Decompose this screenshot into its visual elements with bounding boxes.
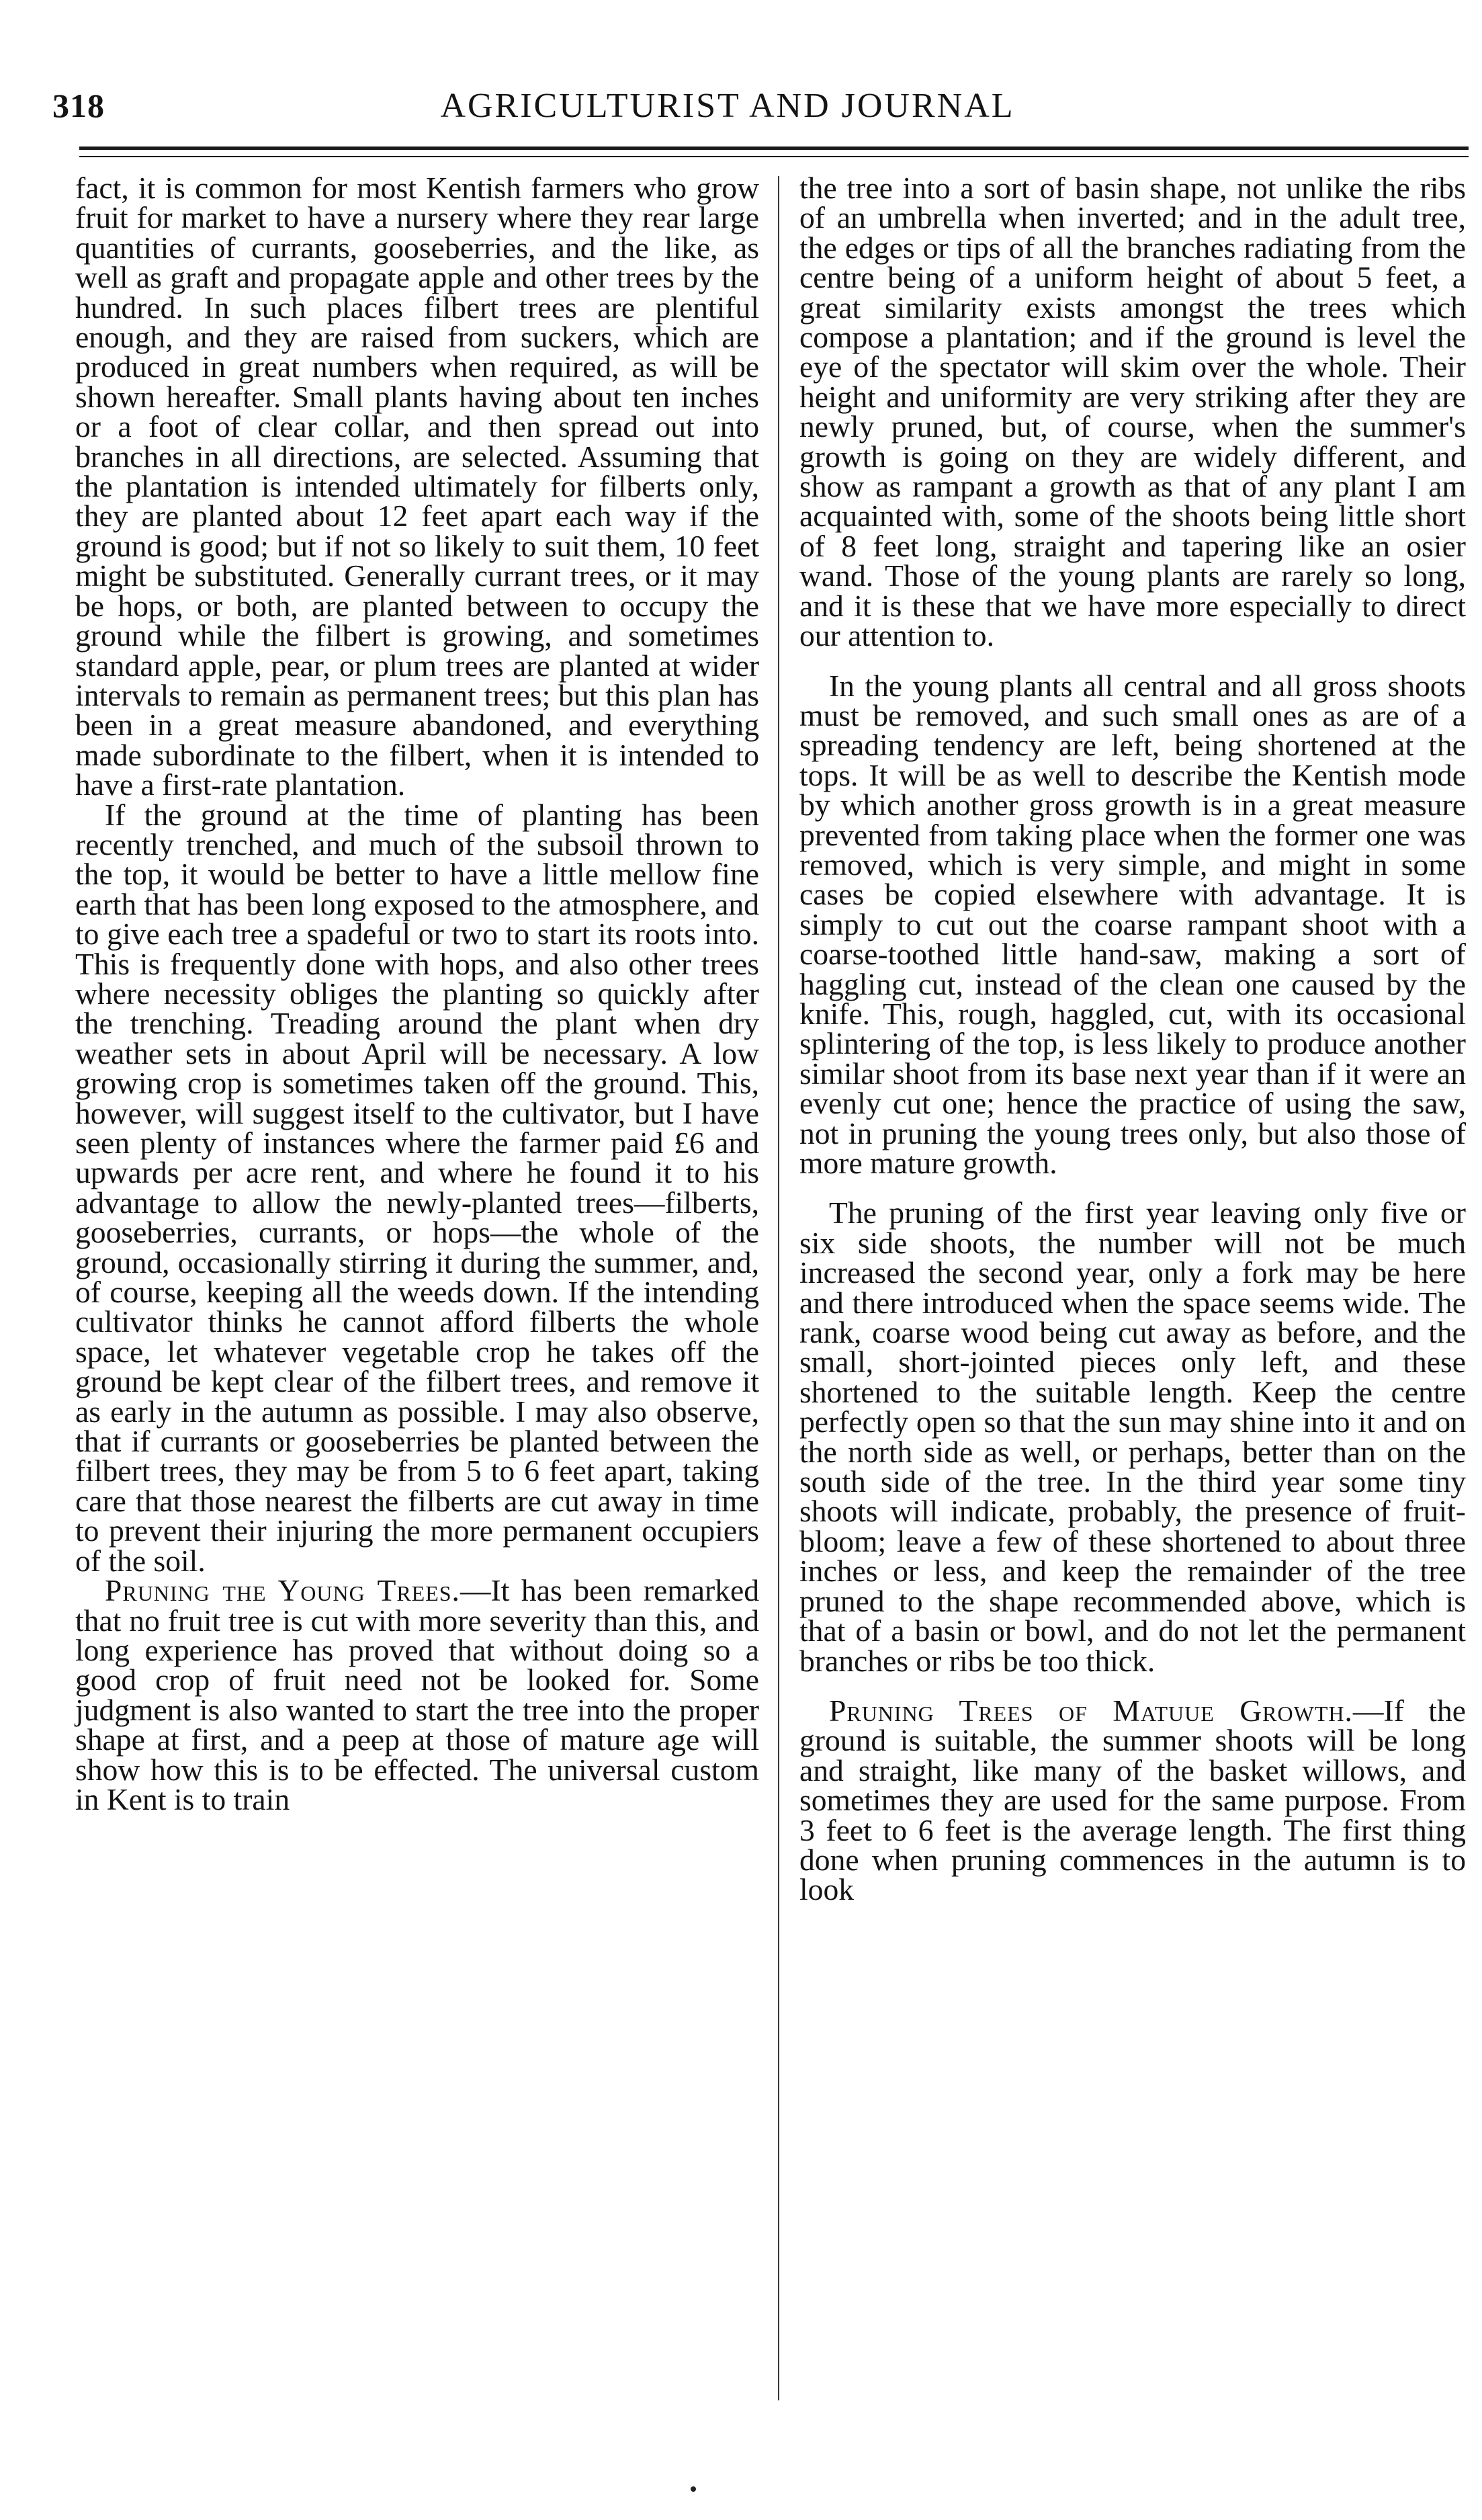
header-rule-thick [79,146,1469,150]
right-paragraph-4-text: —If the ground is suitable, the summer shoots will be long and straight, like many of the basket willows, and sometimes they are used for the same purpose. From 3 feet to 6 feet is the average length. The first thing done when pruning commences in the autumn is to look [799,1693,1466,1907]
right-column [799,173,1466,1905]
left-paragraph-2: If the ground at the time of planting has been recently trenched, and much of the subsoil thrown to the top, it would be better to have a little mellow fine earth that has been long exposed to the atmosphere, and to give each tree a spadeful or two to start its roots into. This is frequently done with hops, and also other trees where necessity obliges the planting so quickly after the trenching. Treading around the plant when dry weather sets in about April will be necessary. A low growing crop is sometimes taken off the ground. This, however, will suggest itself to the cultivator, but I have seen plenty of instances where the farmer paid £6 and upwards per acre rent, and where he found it to his advantage to allow the newly-planted trees—filberts, gooseberries, currants, or hops—the whole of the ground, occasionally stirring it during the summer, and, of course, keeping all the weeds down. If the intending cultivator thinks he cannot afford filberts the whole space, let whatever vegetable crop he takes off the ground be kept clear of the filbert trees, and remove it as early in the autumn as possible. I may also observe, that if currants or gooseberries be planted between the filbert trees, they may be from 5 to 6 feet apart, taking care that those nearest the filberts are cut away in time to prevent their injuring the more permanent occupiers of the soil. [75,797,759,1578]
left-paragraph-1: fact, it is common for most Kentish farmers who grow fruit for market to have a nursery where they rear large quantities of currants, gooseberries, and the like, as well as graft and propagate apple and other trees by the hundred. In such places filbert trees are plentiful enough, and they are raised from suckers, which are produced in great numbers when required, as will be shown hereafter. Small plants having about ten inches or a foot of clear collar, and then spread out into branches in all directions, are selected. Assuming that the plantation is intended ultimately for filberts only, they are planted about 12 feet apart each way if the ground is good; but if not so likely to suit them, 10 feet might be substituted. Generally currant trees, or it may be hops, or both, are planted between to occupy the ground while the filbert is growing, and sometimes standard apple, pear, or plum trees are planted at wider intervals to remain as permanent trees; but this plan has been in a great measure abandoned, and everything made subordinate to the filbert, when it is intended to have a first-rate plantation. [75,171,759,802]
right-paragraph-4 [799,1693,1466,1907]
left-paragraph-3-text: —It has been remarked that no fruit tree is cut with more severity than this, and long experience has proved that without doing so a good crop of fruit need not be looked for. Some judgment is also wanted to start the tree into the proper shape at first, and a peep at those of mature age will show how this is to be effected. The universal custom in Kent is to train [75,1573,759,1816]
page-header [52,86,1403,140]
section-heading-pruning-mature-trees: Pruning Trees of Matuue Growth. [829,1693,1353,1728]
footer-dot [691,2486,696,2492]
header-rule-thin [79,156,1469,157]
column-divider [778,176,779,2400]
right-paragraph-1: the tree into a sort of basin shape, not unlike the ribs of an umbrella when inverted; and in the adult tree, the edges or tips of all the branches radiating from the centre being of a uniform height of about 5 feet, a great similarity exists amongst the trees which compose a plantation; and if the ground is level the eye of the spectator will skim over the whole. Their height and uniformity are very striking after they are newly pruned, but, of course, when the summer's growth is going on they are widely different, and show as rampant a growth as that of any plant I am acquainted with, some of the shoots being little short of 8 feet long, straight and tapering like an osier wand. Those of the young plants are rarely so long, and it is these that we have more especially to direct our attention to. [799,171,1466,653]
page-number: 318 [52,87,105,124]
right-paragraph-3: The pruning of the first year leaving only five or six side shoots, the number will not be much increased the second year, only a fork may be here and there introduced when the space seems wide. The rank, coarse wood being cut away as before, and the small, short-jointed pieces only left, and these shortened to the suitable length. Keep the centre perfectly open so that the sun may shine into it and on the north side as well, or perhaps, better than on the south side of the tree. In the third year some tiny shoots will indicate, probably, the presence of fruit-bloom; leave a few of these shortened to about three inches or less, and keep the remainder of the tree pruned to the shape recommended above, which is that of a basin or bowl, and do not let the permanent branches or ribs be too thick. [799,1195,1466,1678]
running-title: AGRICULTURIST AND JOURNAL [440,87,1015,125]
section-heading-pruning-young-trees: Pruning the Young Trees. [105,1573,460,1608]
right-paragraph-2: In the young plants all central and all gross shoots must be removed, and such small ones as are of a spreading tendency are left, being shortened at the tops. It will be as well to describe the Kentish mode by which another gross growth is in a great measure prevented from taking place when the former one was removed, which is very simple, and might in some cases be copied elsewhere with advantage. It is simply to cut out the coarse rampant shoot with a coarse-toothed little hand-saw, making a sort of haggling cut, instead of the clean one caused by the knife. This, rough, haggled, cut, with its occasional splintering of the top, is less likely to produce another similar shoot from its base next year than if it were an evenly cut one; hence the practice of using the saw, not in pruning the young trees only, but also those of more mature growth. [799,668,1466,1180]
left-column [75,173,759,1814]
left-paragraph-3 [75,1573,759,1816]
